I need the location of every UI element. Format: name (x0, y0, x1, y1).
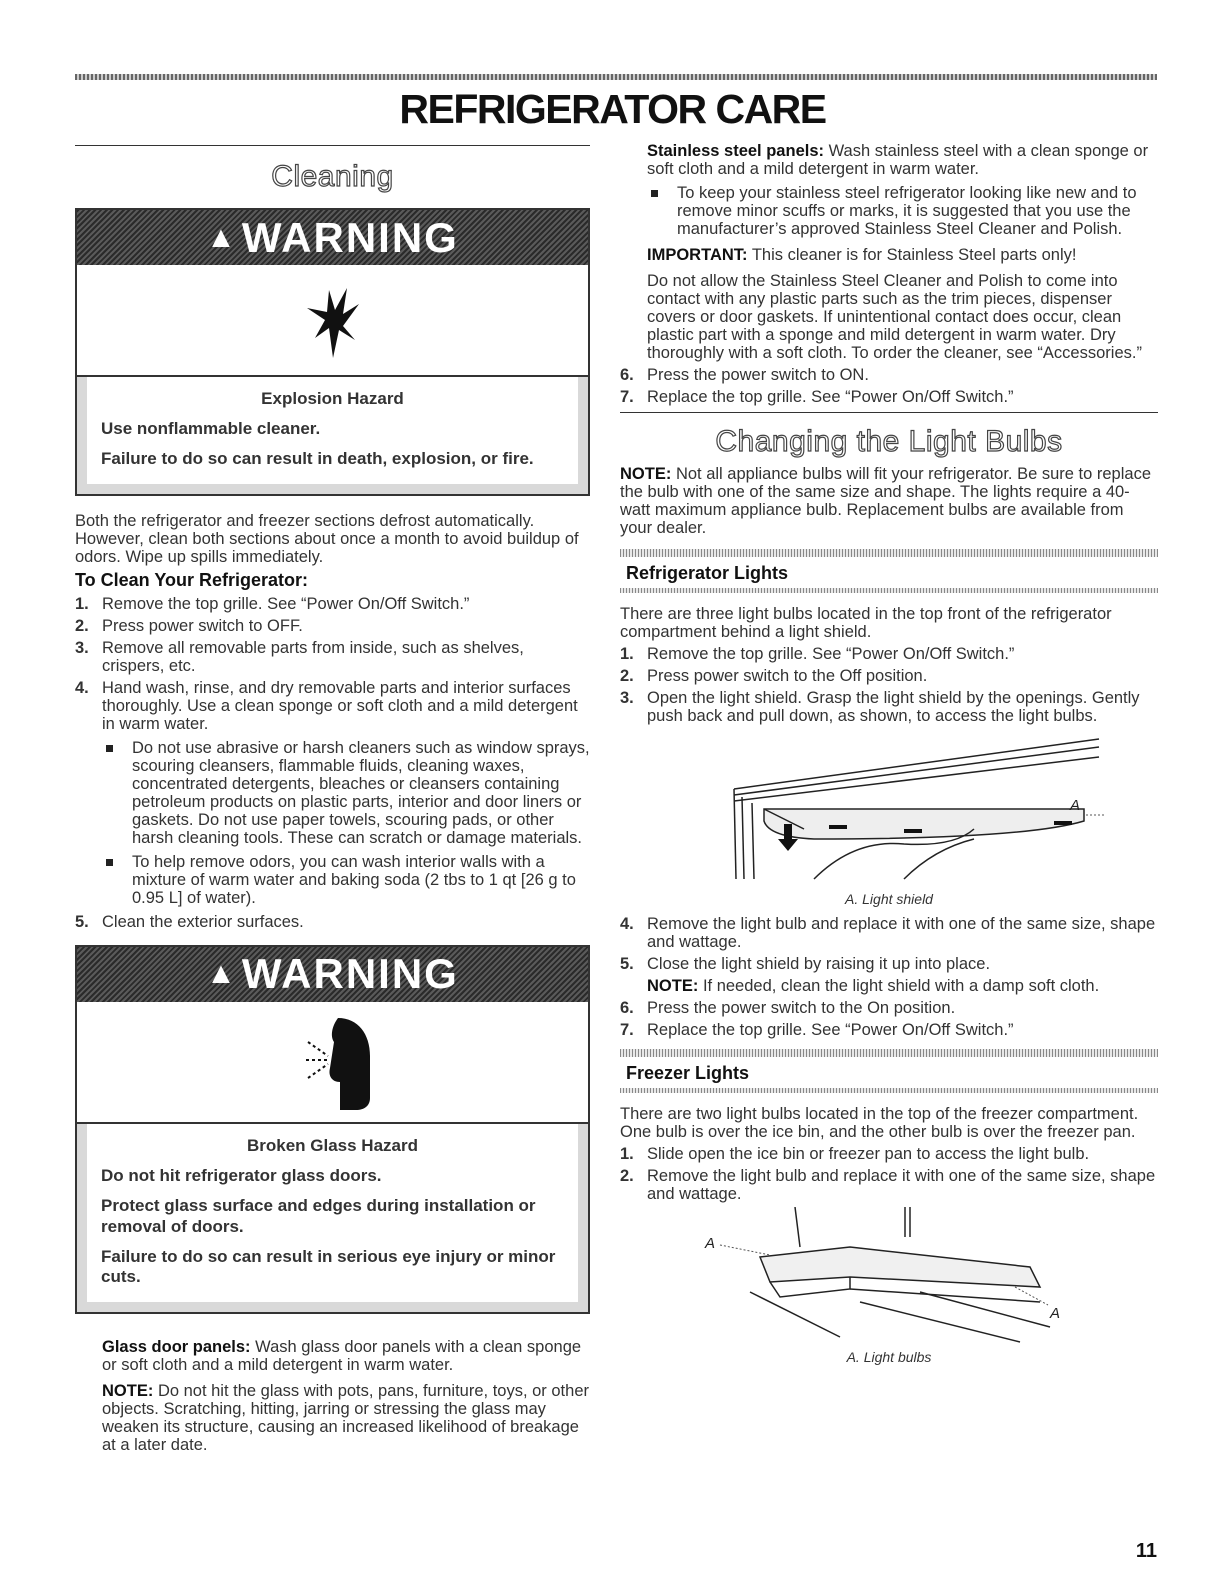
list-item: 3. Open the light shield. Grasp the light shield by the openings. Gently push back and pull down, as shown, to access the light bulbs. (620, 689, 1140, 725)
fig2-caption: A. Light bulbs (846, 1349, 932, 1365)
bullet-item: To keep your stainless steel refrigerator looking like new and to remove minor scuffs or marks, it is suggested that you use the manufacturer’s approved Stainless Steel Cleaner and Polish. (647, 184, 1158, 238)
list-item: 1. Slide open the ice bin or freezer pan to access the light bulb. (620, 1145, 1090, 1163)
bullet-item: Do not use abrasive or harsh cleaners such as window sprays, scouring cleansers, flammable fluids, cleaning waxes, concentrated detergents, bleaches or cleansers containing petroleum products on plastic parts, interior and door liners or gaskets. Do not use paper towels, scouring pads, or other harsh cleaning tools. These can scratch or damage materials. (102, 739, 590, 847)
freezer-figure (620, 1207, 1158, 1347)
cleaning-steps (75, 595, 590, 931)
warning-line: Failure to do so can result in death, explosion, or fire. (101, 449, 534, 469)
fig1-label: A (1070, 797, 1081, 814)
explosion-symbol-icon (77, 265, 588, 377)
bulbs-note: NOTE: Not all appliance bulbs will fit your refrigerator. Be sure to replace the bulb with one of the same size and shape. The lights require a 40-watt maximum appliance bulb. Replacement bulbs are available from your dealer. (620, 465, 1152, 537)
left-column (75, 145, 590, 1454)
list-item: 1. Remove the top grille. See “Power On/Off Switch.” (75, 594, 470, 613)
list-item: 7. Replace the top grille. See “Power On/Off Switch.” (620, 1021, 1014, 1039)
list-item: 5. Clean the exterior surfaces. (75, 912, 304, 931)
step5-note: NOTE: If needed, clean the light shield with a damp soft cloth. (647, 977, 1100, 995)
dotted-divider (620, 588, 1158, 593)
cleaning-intro: Both the refrigerator and freezer sections defrost automatically. However, clean both sections about once a month to avoid buildup of odors. Wipe up spills immediately. (75, 511, 579, 566)
warning-label: WARNING (241, 213, 459, 261)
list-item: 4. Hand wash, rinse, and dry removable parts and interior surfaces thoroughly. Use a clean sponge or soft cloth and a mild detergent in warm water. Do not use abrasive or harsh cleaners such as window sprays, scouring cleansers, flammable fluids, cleaning waxes, concentrated detergents, bleaches or cleansers containing petroleum products on plastic parts, interior and door liners or gaskets. Do not use paper towels, scouring pads, or other harsh cleaning tools. These can scratch or damage materials. To help remove odors, you can wash interior walls with a mixture of warm water and baking soda (2 tbs to 1 qt [26 g to 0.95 L] of water). (75, 678, 590, 907)
glass-panels-text: Glass door panels: Wash glass door panels with a clean sponge or soft cloth and a mild detergent in warm water. (102, 1337, 582, 1374)
warning-line: Use nonflammable cleaner. (101, 419, 321, 438)
list-item: 6. Press the power switch to ON. (620, 366, 869, 384)
right-column (620, 142, 1158, 1373)
cleaning-steps-continued (620, 366, 1158, 406)
important-note: IMPORTANT: This cleaner is for Stainless Steel parts only! (647, 246, 1077, 264)
fridge-steps-c (620, 999, 1158, 1039)
freezer-lights-title: Freezer Lights (626, 1063, 750, 1083)
warning-header (77, 947, 588, 1002)
warning-triangle-icon: ▲ (206, 957, 238, 991)
fridge-lights-title: Refrigerator Lights (626, 563, 789, 583)
freezer-lights-intro: There are two light bulbs located in the top of the freezer compartment. One bulb is over the ice bin, and the other bulb is over the freezer pan. (620, 1105, 1139, 1141)
explosion-warning-box (75, 208, 590, 496)
list-item: 1. Remove the top grille. See “Power On/Off Switch.” (620, 645, 1015, 663)
glass-note: NOTE: Do not hit the glass with pots, pans, furniture, toys, or other objects. Scratching, hitting, jarring or stressing the glass may weaken its structure, causing an increased likelihood of breakage at a later date. (102, 1381, 589, 1454)
hazard-title: Explosion Hazard (261, 389, 404, 408)
fig2-label-left: A (705, 1235, 716, 1252)
fridge-steps-b (620, 915, 1158, 973)
clean-subhead: To Clean Your Refrigerator: (75, 569, 309, 590)
freezer-bulbs-illustration (620, 1207, 1158, 1347)
hazard-title: Broken Glass Hazard (246, 1135, 418, 1155)
step4-bullets (102, 739, 590, 907)
warning-line: Protect glass surface and edges during installation or removal of doors. (101, 1196, 536, 1236)
fig2-label-right: A (1050, 1305, 1061, 1322)
top-rule (75, 74, 1157, 80)
warning-line: Do not hit refrigerator glass doors. (101, 1165, 382, 1185)
list-item: 7. Replace the top grille. See “Power On/Off Switch.” (620, 388, 1014, 406)
warning-line: Failure to do so can result in serious eye injury or minor cuts. (101, 1246, 556, 1287)
stainless-panels-text: Stainless steel panels: Wash stainless steel with a clean sponge or soft cloth and a mild detergent in warm water. (647, 142, 1149, 178)
list-item: 2. Press power switch to the Off position. (620, 667, 928, 685)
section-rule (620, 412, 1158, 413)
fig1-caption: A. Light shield (845, 891, 933, 907)
cleaning-heading: Cleaning (271, 160, 394, 193)
list-item: 3. Remove all removable parts from inside, such as shelves, crispers, etc. (75, 638, 524, 675)
page-title: REFRIGERATOR CARE (399, 86, 826, 132)
freezer-steps (620, 1145, 1158, 1203)
light-shield-illustration (674, 729, 1104, 889)
section-rule (75, 145, 590, 146)
dotted-divider (620, 1049, 1158, 1057)
warning-label: WARNING (241, 950, 459, 998)
bullet-item: To help remove odors, you can wash interior walls with a mixture of warm water and baking soda (2 tbs to 1 qt [26 g to 0.95 L] of water). (102, 853, 590, 907)
stainless-bullets (647, 184, 1158, 238)
contact-warning: Do not allow the Stainless Steel Cleaner and Polish to come into contact with any plastic parts such as the trim pieces, dispenser covers or door gaskets. If unintentional contact does occur, clean plastic part with a sponge and mild detergent in warm water. Dry thoroughly with a soft cloth. To order the cleaner, see “Accessories.” (647, 272, 1142, 362)
list-item: 2. Press power switch to OFF. (75, 616, 303, 635)
list-item: 5. Close the light shield by raising it up into place. (620, 955, 991, 973)
warning-header (77, 210, 588, 265)
list-item: 6. Press the power switch to the On position. (620, 999, 956, 1017)
page-number: 11 (1135, 1540, 1157, 1562)
warning-triangle-icon: ▲ (206, 220, 238, 254)
list-item: 2. Remove the light bulb and replace it with one of the same size, shape and wattage. (620, 1167, 1156, 1203)
glass-warning-box (75, 945, 590, 1314)
dotted-divider (620, 549, 1158, 557)
warning-body (77, 377, 588, 494)
eye-injury-icon (77, 1002, 588, 1124)
list-item: 4. Remove the light bulb and replace it with one of the same size, shape and wattage. (620, 915, 1156, 951)
fridge-lights-intro: There are three light bulbs located in the top front of the refrigerator compartment behind a light shield. (620, 605, 1112, 641)
dotted-divider (620, 1088, 1158, 1093)
bulbs-heading: Changing the Light Bulbs (715, 425, 1063, 458)
warning-body (77, 1124, 588, 1312)
fridge-steps (620, 645, 1158, 725)
